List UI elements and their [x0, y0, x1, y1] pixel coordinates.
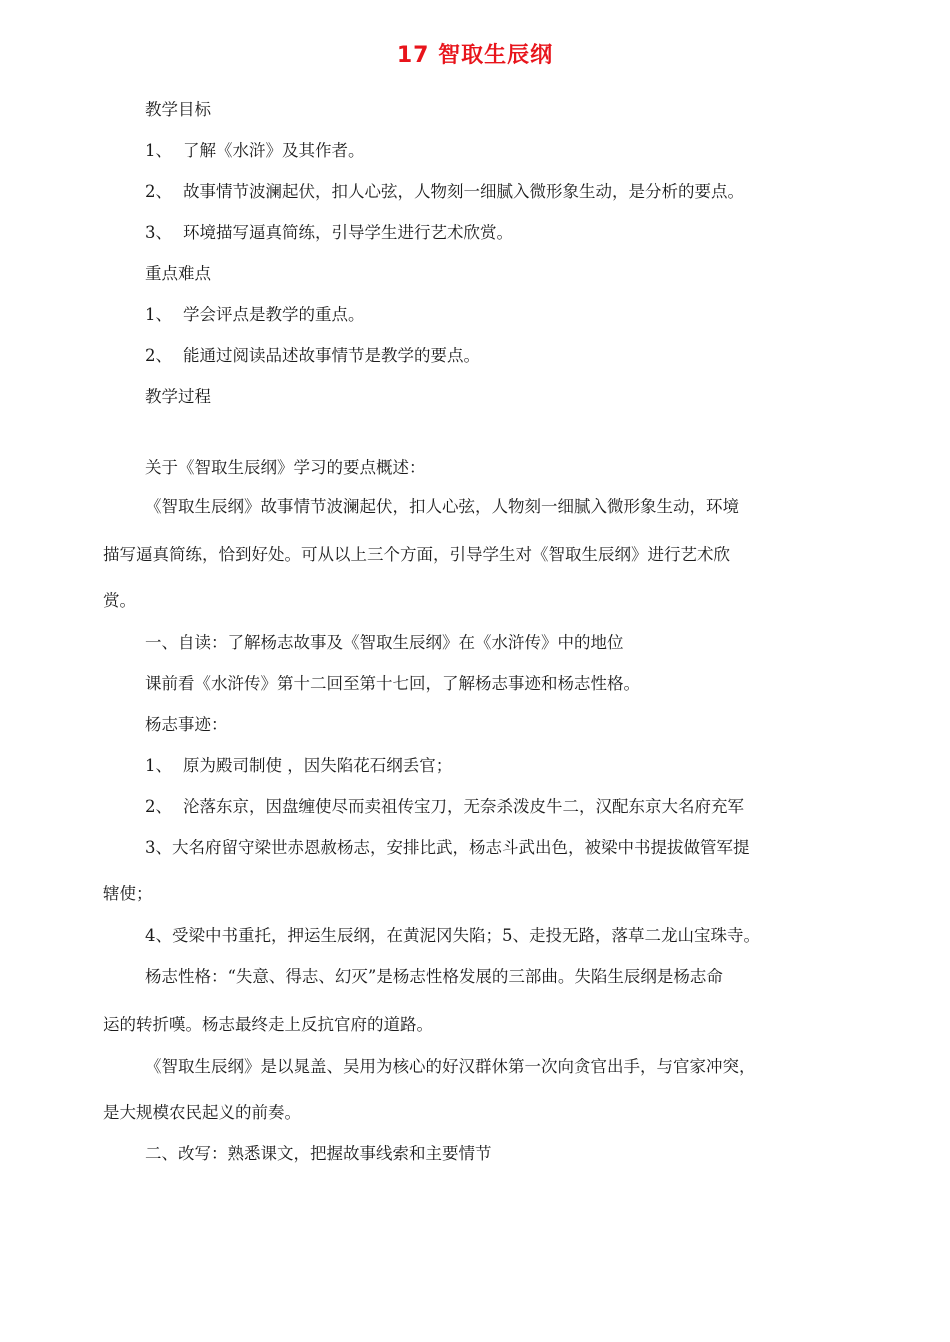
- paragraph-line: 描写逼真简练，恰到好处。可从以上三个方面，引导学生对《智取生辰纲》进行艺术欣: [103, 545, 730, 564]
- key-point-item: [145, 305, 365, 325]
- item-number: 2、: [145, 182, 172, 201]
- item-text: 故事情节波澜起伏，扣人心弦，人物刻一细腻入微形象生动，是分析的要点。: [183, 182, 744, 201]
- deed-item: [145, 756, 452, 776]
- item-number: 3、: [145, 223, 172, 242]
- key-point-item: [145, 346, 480, 366]
- paragraph-line: 运的转折嘆。杨志最终走上反抗官府的道路。: [103, 1015, 433, 1034]
- paragraph-line: 赏。: [103, 591, 136, 610]
- paragraph-line: 课前看《水浒传》第十二回至第十七回，了解杨志事迹和杨志性格。: [145, 674, 640, 693]
- section-heading-process: 教学过程: [145, 387, 211, 406]
- page-title: 17 智取生辰纲: [396, 43, 554, 68]
- paragraph-line: 是大规模农民起义的前奏。: [103, 1103, 301, 1122]
- item-text: 了解《水浒》及其作者。: [183, 141, 365, 160]
- paragraph-line: 《智取生辰纲》是以晁盖、吴用为核心的好汉群休第一次向贪官出手，与官家冲突，: [145, 1057, 756, 1076]
- section-heading-key-points: 重点难点: [145, 264, 211, 283]
- paragraph-line: 4、受梁中书重托，押运生辰纲，在黄泥冈失陷；5、走投无路，落草二龙山宝珠寺。: [145, 926, 760, 945]
- paragraph-line: 辖使；: [103, 884, 153, 903]
- item-number: 1、: [145, 141, 172, 160]
- objective-item: [145, 182, 744, 202]
- summary-heading: 关于《智取生辰纲》学习的要点概述：: [145, 458, 426, 477]
- objective-item: [145, 223, 513, 243]
- item-text: 环境描写逼真简练，引导学生进行艺术欣赏。: [183, 223, 513, 242]
- paragraph-line: 《智取生辰纲》故事情节波澜起伏，扣人心弦，人物刻一细腻入微形象生动，环境: [145, 497, 739, 516]
- paragraph-line: 杨志性格：“失意、得志、幻灭”是杨志性格发展的三部曲。失陷生辰纲是杨志命: [145, 967, 723, 986]
- deed-item: [145, 797, 744, 817]
- item-number: 2、: [145, 346, 172, 365]
- section-heading-objectives: 教学目标: [145, 100, 211, 119]
- item-text: 能通过阅读品述故事情节是教学的要点。: [183, 346, 480, 365]
- deeds-heading: 杨志事迹：: [145, 715, 228, 734]
- item-text: 学会评点是教学的重点。: [183, 305, 365, 324]
- item-text: 原为殿司制使 ，因失陷花石纲丢官；: [183, 756, 453, 775]
- item-number: 1、: [145, 305, 172, 324]
- item-text: 沦落东京，因盘缠使尽而卖祖传宝刀，无奈杀泼皮牛二，汉配东京大名府充军: [183, 797, 744, 816]
- part1-heading: 一、自读：了解杨志故事及《智取生辰纲》在《水浒传》中的地位: [145, 633, 624, 652]
- part2-heading: 二、改写：熟悉课文，把握故事线索和主要情节: [145, 1144, 492, 1163]
- objective-item: [145, 141, 365, 161]
- paragraph-line: 3、大名府留守梁世赤恩赦杨志，安排比武，杨志斗武出色，被梁中书提拔做管军提: [145, 838, 750, 857]
- item-number: 1、: [145, 756, 172, 775]
- item-number: 2、: [145, 797, 172, 816]
